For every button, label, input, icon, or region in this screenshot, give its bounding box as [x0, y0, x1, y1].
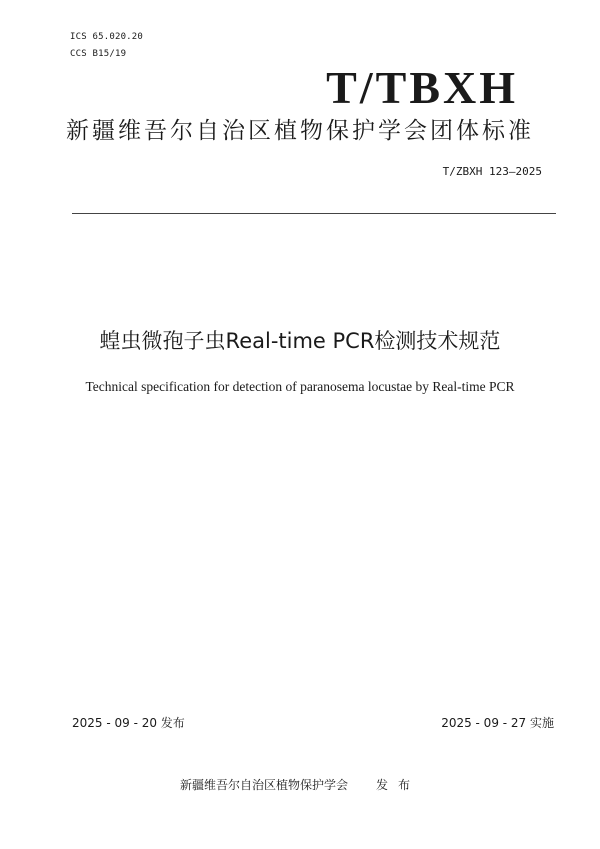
publisher-line — [0, 777, 600, 793]
header-divider — [72, 213, 556, 214]
standard-type-title: 新疆维吾尔自治区植物保护学会团体标准 — [66, 118, 534, 144]
document-title-english: Technical specification for detection of paranosema locustae by Real-time PCR — [85, 379, 515, 394]
ccs-code: CCS B15/19 — [70, 49, 127, 59]
publisher-name: 新疆维吾尔自治区植物保护学会 — [179, 778, 348, 792]
implementation-date: 2025 - 09 - 27 实施 — [441, 716, 554, 730]
ics-code: ICS 65.020.20 — [70, 32, 144, 42]
document-title-chinese: 蝗虫微孢子虫Real-time PCR检测技术规范 — [99, 329, 501, 353]
standard-number: T/ZBXH 123—2025 — [442, 165, 542, 178]
publish-verb: 发布 — [376, 778, 421, 792]
issue-date: 2025 - 09 - 20 发布 — [72, 716, 185, 730]
standard-prefix-logo: T/TBXH — [326, 62, 518, 113]
